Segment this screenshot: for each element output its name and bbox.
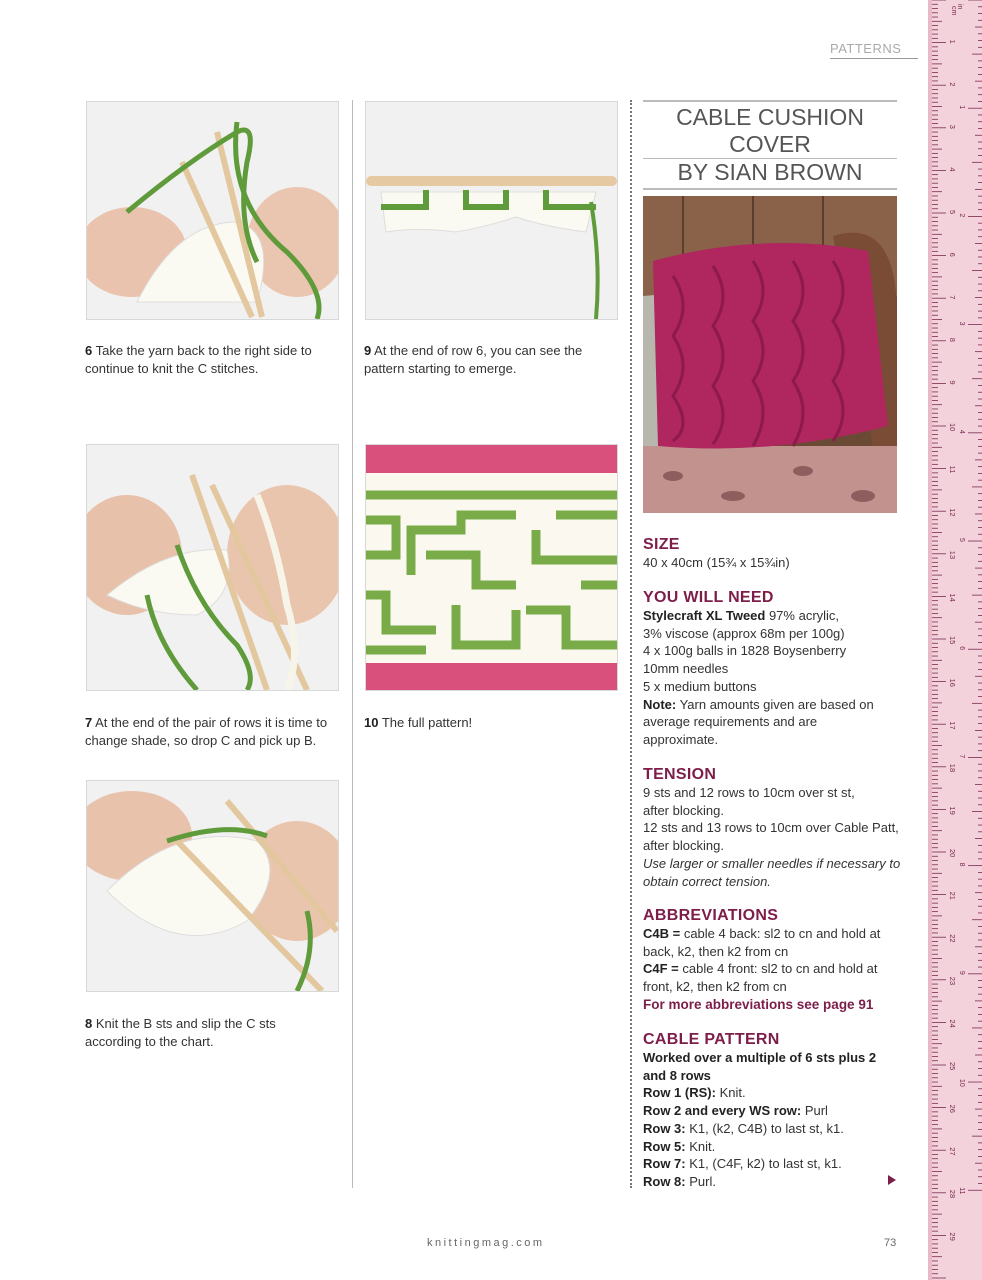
- step-number: 10: [364, 715, 379, 730]
- abbreviations-body: [643, 925, 883, 1014]
- abbreviations-heading: ABBREVIATIONS: [643, 907, 779, 924]
- step-number: 7: [85, 715, 93, 730]
- row-text: K1, (C4F, k2) to last st, k1.: [685, 1156, 842, 1172]
- knitting-hands-photo-icon: [87, 445, 338, 690]
- ruler-in-number: 9: [958, 970, 965, 975]
- c4f-text: cable 4 front: sl2 to cn and hold at front, k2, then k2 from cn: [643, 961, 878, 995]
- step-text: Knit the B sts and slip the C sts according to the chart.: [85, 1016, 276, 1049]
- yarn-composition: 3% viscose (approx 68m per 100g): [643, 625, 845, 641]
- ruler-cm-number: 5: [948, 210, 957, 215]
- step-number: 8: [85, 1016, 93, 1031]
- cable-pattern-intro: Worked over a multiple of 6 sts plus 2 and 8 rows: [643, 1050, 877, 1083]
- ruler-cm-number: 13: [948, 550, 957, 560]
- ruler-in-number: 5: [958, 538, 965, 542]
- ruler-cm-number: 21: [948, 891, 957, 900]
- step-8-photo: [86, 780, 339, 992]
- mosaic-pattern-photo-icon: [366, 445, 617, 690]
- ruler-cm-number: 24: [948, 1019, 957, 1028]
- title-byline: BY SIAN BROWN: [643, 158, 897, 186]
- cushion-photo-icon: [643, 196, 897, 513]
- cushion-photo: [643, 196, 897, 513]
- step-6-photo: [86, 101, 339, 320]
- you-will-need-body: [643, 607, 883, 749]
- size-text: 40 x 40cm (15¾ x 15¾in): [643, 555, 790, 570]
- ruler-cm-number: 20: [948, 849, 957, 858]
- ruler-cm-number: 22: [948, 934, 957, 943]
- cable-pattern-body: [643, 1049, 878, 1191]
- ruler-cm-number: 28: [948, 1189, 957, 1199]
- ruler-edge: [928, 0, 932, 1280]
- step-10-caption: [364, 714, 614, 732]
- step-9-photo: [365, 101, 618, 320]
- page-number: 73: [884, 1237, 897, 1249]
- step-text: At the end of the pair of rows it is time to change shade, so drop C and pick up B.: [85, 715, 328, 748]
- knitted-swatch-photo-icon: [366, 102, 617, 319]
- buttons: 5 x medium buttons: [643, 678, 757, 694]
- ruler-cm-number: 16: [948, 678, 957, 687]
- step-10-photo: [365, 444, 618, 691]
- ruler-cm-number: 9: [948, 380, 957, 385]
- step-7-photo: [86, 444, 339, 691]
- step-6-caption: [85, 342, 335, 378]
- ruler-cm-number: 18: [948, 763, 957, 773]
- ruler-in-number: 11: [958, 1187, 965, 1195]
- footer-url: knittingmag.com: [427, 1237, 545, 1249]
- ruler-in-number: 2: [958, 213, 965, 218]
- ruler-in-number: 7: [958, 754, 965, 759]
- ruler-in-number: 8: [958, 862, 965, 867]
- measuring-ruler: [928, 0, 982, 1280]
- ruler-cm-number: 8: [948, 337, 957, 342]
- title-line-2: COVER: [729, 131, 811, 157]
- row-label: Row 3:: [643, 1120, 686, 1136]
- tension-note: Use larger or smaller needles if necessary to obtain correct tension.: [643, 855, 901, 889]
- ruler-in-number: 6: [958, 646, 965, 651]
- c4b-label: C4B =: [643, 926, 681, 941]
- step-9-caption: [364, 342, 614, 378]
- row-text: Knit.: [715, 1085, 746, 1101]
- continue-arrow-icon[interactable]: [888, 1175, 896, 1185]
- tension-heading: TENSION: [643, 766, 717, 783]
- row-text: K1, (k2, C4B) to last st, k1.: [685, 1120, 844, 1136]
- note-text: Yarn amounts given are based on average requirements and are approximate.: [643, 696, 874, 747]
- ruler-in-number: 4: [958, 429, 965, 434]
- ruler-cm-number: 6: [948, 252, 957, 257]
- ruler-in-number: 10: [958, 1079, 965, 1087]
- needles: 10mm needles: [643, 661, 729, 677]
- row-text: Purl.: [685, 1173, 716, 1189]
- ruler-cm-number: 17: [948, 721, 957, 730]
- row-label: Row 2 and every WS row:: [643, 1103, 802, 1119]
- c4b-text: cable 4 back: sl2 to cn and hold at back, k2, then k2 from cn: [643, 926, 881, 959]
- section-label: PATTERNS: [830, 41, 918, 59]
- row-text: Purl: [801, 1103, 828, 1119]
- ruler-cm-number: 27: [948, 1147, 957, 1156]
- yarn-desc: 97% acrylic,: [765, 608, 840, 623]
- c4f-label: C4F =: [643, 961, 679, 977]
- dotted-divider: [630, 100, 632, 1188]
- row-text: Knit.: [685, 1138, 716, 1154]
- yarn-name: Stylecraft XL Tweed: [643, 608, 766, 623]
- ruler-cm-number: 1: [948, 39, 957, 44]
- note-label: Note:: [643, 696, 677, 712]
- ruler-cm-number: 23: [948, 976, 957, 986]
- ruler-in-label: in: [956, 4, 963, 10]
- step-number: 6: [85, 343, 93, 358]
- ruler-in-number: 1: [958, 105, 965, 110]
- step-number: 9: [364, 343, 372, 358]
- step-text: At the end of row 6, you can see the pattern starting to emerge.: [364, 343, 583, 376]
- column-divider: [352, 100, 353, 1188]
- yarn-quantity: 4 x 100g balls in 1828 Boysenberry: [643, 643, 847, 659]
- ruler-cm-number: 12: [948, 508, 957, 517]
- more-abbreviations-link[interactable]: For more abbreviations see page 91: [643, 996, 874, 1012]
- size-heading: SIZE: [643, 536, 680, 553]
- row-label: Row 1 (RS):: [643, 1085, 716, 1101]
- ruler-cm-number: 26: [948, 1104, 957, 1113]
- ruler-cm-number: 15: [948, 636, 957, 645]
- ruler-cm-number: 14: [948, 593, 957, 602]
- cable-pattern-heading: CABLE PATTERN: [643, 1031, 780, 1048]
- ruler-cm-number: 7: [948, 295, 957, 300]
- ruler-in-number: 3: [958, 321, 965, 326]
- tension-line: 12 sts and 13 rows to 10cm over Cable Patt,: [643, 820, 899, 836]
- ruler-cm-number: 11: [948, 465, 957, 474]
- title-line-1: CABLE CUSHION: [676, 104, 864, 130]
- pattern-title: [643, 100, 897, 190]
- ruler-cm-label: cm: [950, 6, 957, 16]
- step-8-caption: [85, 1015, 335, 1051]
- ruler-cm-number: 25: [948, 1062, 957, 1071]
- row-label: Row 8:: [643, 1173, 686, 1189]
- ruler-cm-number: 2: [948, 82, 957, 87]
- ruler-cm-number: 10: [948, 423, 957, 432]
- tension-line: 9 sts and 12 rows to 10cm over st st,: [643, 785, 855, 800]
- step-text: The full pattern!: [378, 715, 473, 730]
- ruler-cm-number: 3: [948, 124, 957, 129]
- knitting-hands-photo-icon: [87, 781, 338, 991]
- ruler-cm-number: 19: [948, 806, 957, 815]
- ruler-cm-number: 4: [948, 167, 957, 172]
- step-7-caption: [85, 714, 345, 750]
- tension-line: after blocking.: [643, 838, 724, 854]
- you-will-need-heading: YOU WILL NEED: [643, 589, 774, 606]
- tension-body: [643, 784, 903, 890]
- row-label: Row 7:: [643, 1156, 686, 1172]
- knitting-hands-photo-icon: [87, 102, 338, 319]
- ruler-cm-number: 29: [948, 1232, 957, 1241]
- row-label: Row 5:: [643, 1138, 686, 1154]
- tension-line: after blocking.: [643, 802, 724, 818]
- step-text: Take the yarn back to the right side to continue to knit the C stitches.: [85, 343, 312, 376]
